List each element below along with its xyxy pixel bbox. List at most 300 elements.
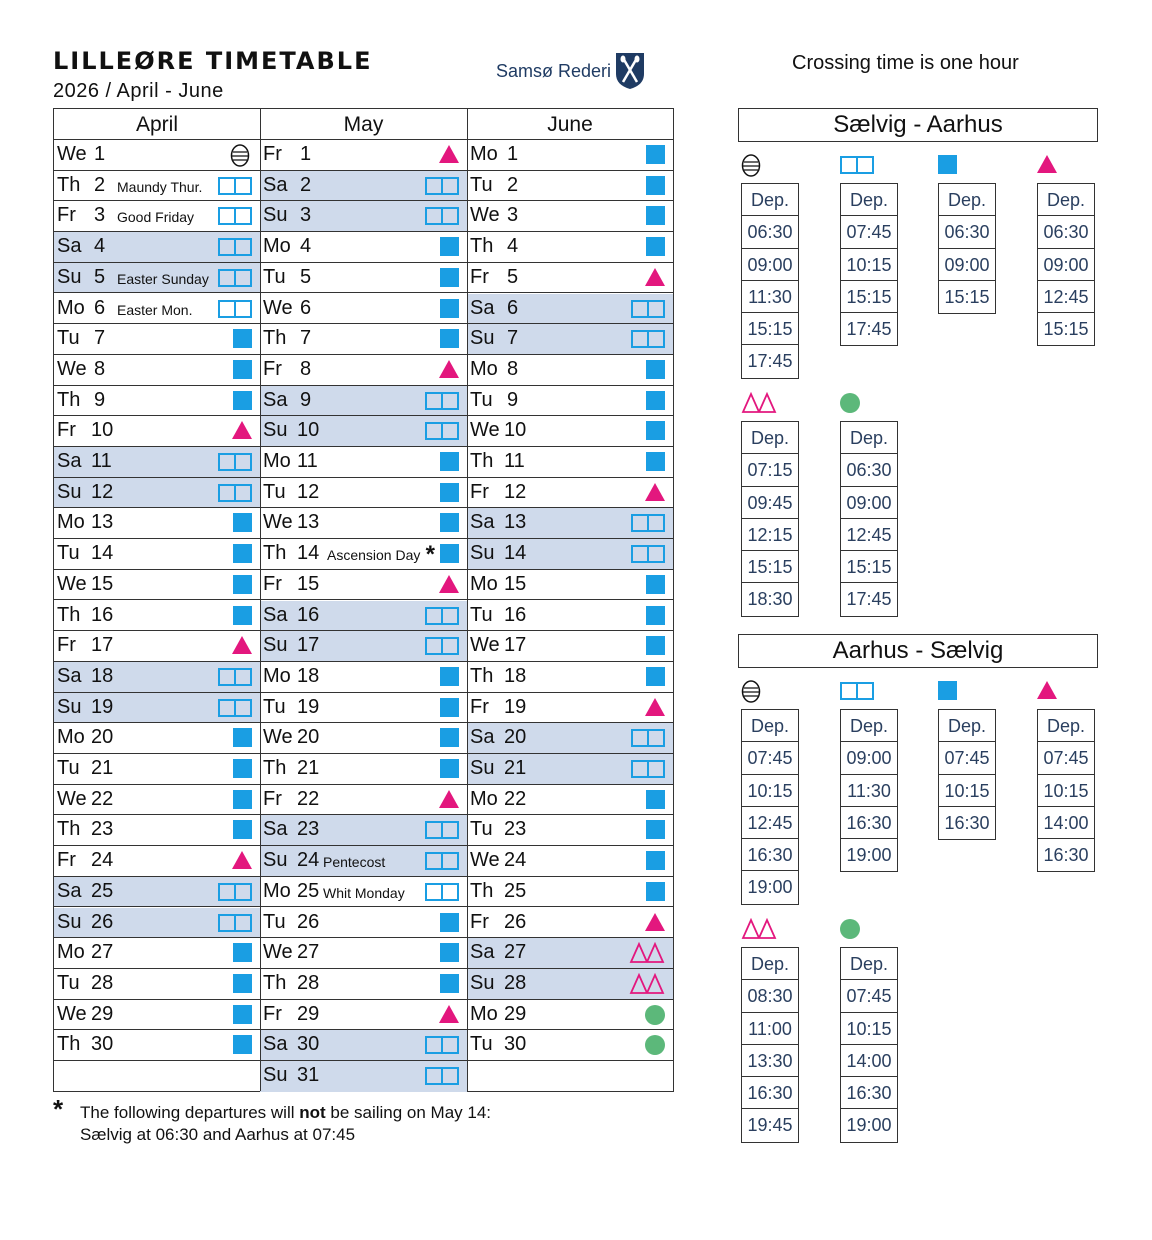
schedule-symbol — [425, 666, 459, 688]
calendar-day-row — [54, 416, 260, 447]
double-square-icon — [218, 269, 252, 287]
weekday: Su — [57, 695, 82, 718]
departure-time: 19:00 — [846, 1115, 892, 1136]
calendar-day-row — [54, 1030, 260, 1061]
blue-square-icon — [646, 575, 665, 594]
weekday: Sa — [57, 235, 82, 258]
departure-header: Dep. — [742, 948, 798, 980]
day-number: 10 — [91, 419, 114, 442]
weekday: Th — [263, 971, 287, 994]
day-number: 21 — [504, 757, 527, 779]
weekday: Tu — [263, 695, 286, 718]
departure-time: 10:15 — [841, 249, 897, 281]
footnote-text-pre: The following departures will — [80, 1103, 300, 1122]
calendar-day-row — [54, 877, 260, 908]
weekday: Fr — [263, 143, 282, 165]
day-number: 16 — [504, 603, 527, 626]
calendar-day-row — [467, 263, 673, 294]
weekday: Mo — [57, 296, 85, 319]
day-number: 11 — [91, 450, 112, 472]
departure-header: Dep. — [841, 422, 897, 454]
column-divider — [467, 109, 468, 1091]
weekday: We — [57, 1002, 87, 1025]
departure-time: 09:45 — [742, 487, 798, 519]
blue-square-icon — [646, 206, 665, 225]
calendar-day-row — [54, 908, 260, 939]
weekday: Sa — [57, 450, 82, 472]
day-number: 25 — [504, 879, 527, 902]
crossing-time-note: Crossing time is one hour — [792, 52, 1019, 74]
schedule-symbol — [218, 1034, 252, 1056]
calendar-day-row — [260, 723, 467, 754]
weekday: Th — [57, 1033, 81, 1056]
calendar-day-row — [260, 294, 467, 325]
schedule-symbol — [425, 1034, 459, 1056]
blue-square-icon — [440, 452, 459, 471]
day-number: 26 — [504, 910, 527, 933]
day-number: 12 — [91, 480, 114, 503]
double-square-icon — [425, 1036, 459, 1054]
day-number: 9 — [94, 388, 106, 411]
weekday: Fr — [263, 1002, 282, 1025]
schedule-symbol — [631, 451, 665, 473]
weekday: Fr — [57, 634, 76, 657]
departure-header: Dep. — [742, 184, 798, 216]
schedule-symbol — [631, 512, 665, 534]
schedule-symbol — [631, 420, 665, 442]
double-square-icon — [218, 207, 252, 225]
departure-time: 16:30 — [742, 839, 798, 871]
departure-group-symbol — [1037, 154, 1073, 176]
departure-header: Dep. — [742, 422, 798, 454]
weekday: Fr — [263, 357, 282, 380]
calendar-day-row — [54, 171, 260, 202]
departure-list — [938, 709, 996, 840]
departure-time: 19:00 — [747, 877, 793, 898]
blue-square-icon — [440, 913, 459, 932]
schedule-symbol — [425, 482, 459, 504]
calendar-day-row — [54, 570, 260, 601]
day-number: 7 — [94, 327, 106, 350]
pink-triangle-icon — [645, 698, 665, 716]
blue-square-icon — [233, 974, 252, 993]
weekday: Fr — [470, 265, 489, 288]
schedule-symbol — [631, 635, 665, 657]
weekday: Mo — [470, 357, 498, 380]
departure-group-symbol — [938, 154, 974, 176]
blue-square-icon — [233, 360, 252, 379]
schedule-symbol — [631, 942, 665, 964]
schedule-symbol — [425, 1065, 459, 1087]
day-number: 13 — [504, 511, 527, 534]
holiday-label: Pentecost — [323, 854, 386, 871]
blue-square-icon — [440, 759, 459, 778]
departure-group-symbol — [840, 392, 876, 414]
schedule-symbol — [218, 666, 252, 688]
weekday: Sa — [470, 296, 495, 319]
departure-time: 10:15 — [841, 1013, 897, 1045]
day-number: 18 — [297, 664, 320, 687]
weekday: We — [263, 941, 293, 964]
double-triangle-icon — [629, 942, 665, 969]
schedule-symbol — [218, 543, 252, 565]
day-number: 23 — [297, 818, 320, 841]
schedule-symbol — [425, 451, 459, 473]
calendar-day-row — [260, 478, 467, 509]
calendar-day-row — [54, 232, 260, 263]
day-number: 12 — [504, 480, 527, 503]
calendar-day-row — [54, 386, 260, 417]
day-number: 7 — [507, 327, 519, 350]
departure-list — [840, 183, 898, 346]
page-subtitle: 2026 / April - June — [53, 80, 224, 102]
schedule-symbol — [425, 144, 459, 166]
weekday: Th — [57, 388, 81, 411]
blue-square-icon — [646, 851, 665, 870]
blue-square-icon — [646, 391, 665, 410]
blue-square-icon — [233, 820, 252, 839]
calendar-day-row — [260, 324, 467, 355]
double-square-icon — [425, 207, 459, 225]
schedule-symbol — [425, 574, 459, 596]
calendar-day-row — [467, 1000, 673, 1031]
day-number: 28 — [504, 971, 527, 994]
pink-triangle-icon — [232, 851, 252, 869]
weekday: Fr — [263, 572, 282, 595]
departure-time: 07:15 — [742, 454, 798, 486]
calendar-day-row — [467, 1061, 673, 1092]
departure-time: 07:45 — [939, 742, 995, 774]
blue-square-icon — [440, 728, 459, 747]
departure-time: 09:00 — [939, 249, 995, 281]
day-number: 3 — [94, 204, 106, 227]
calendar-day-row — [467, 723, 673, 754]
calendar-day-row — [467, 938, 673, 969]
day-number: 30 — [297, 1033, 320, 1056]
weekday: Tu — [263, 480, 286, 503]
day-number: 3 — [507, 204, 519, 227]
calendar-day-row — [467, 294, 673, 325]
calendar-day-row — [54, 355, 260, 386]
day-number: 5 — [507, 265, 519, 288]
day-number: 9 — [300, 388, 312, 411]
pink-triangle-icon — [232, 636, 252, 654]
departure-header: Dep. — [939, 710, 995, 742]
weekday: Fr — [57, 419, 76, 442]
weekday: Tu — [57, 327, 80, 350]
weekday: Mo — [470, 787, 498, 810]
schedule-symbol — [425, 298, 459, 320]
departure-group-symbol — [938, 680, 974, 702]
day-number: 26 — [91, 910, 114, 933]
departure-time: 15:15 — [1043, 319, 1089, 340]
weekday: Sa — [57, 664, 82, 687]
schedule-symbol — [425, 912, 459, 934]
schedule-symbol — [218, 390, 252, 412]
day-number: 24 — [297, 849, 320, 872]
weekday: Su — [57, 265, 82, 288]
day-number: 27 — [297, 941, 320, 964]
schedule-symbol — [631, 819, 665, 841]
schedule-symbol — [631, 1034, 665, 1056]
schedule-symbol — [631, 666, 665, 688]
schedule-symbol — [631, 236, 665, 258]
calendar-day-row — [54, 723, 260, 754]
weekday: Tu — [470, 173, 493, 196]
calendar-day-row — [54, 263, 260, 294]
departure-time: 06:30 — [742, 216, 798, 248]
double-square-icon — [840, 682, 874, 700]
double-square-icon — [218, 238, 252, 256]
departure-time: 15:15 — [944, 286, 990, 307]
weekday: We — [57, 143, 87, 165]
schedule-symbol — [218, 973, 252, 995]
holiday-label: Easter Sunday — [117, 270, 209, 287]
calendar-day-row — [467, 478, 673, 509]
day-number: 22 — [504, 787, 527, 810]
schedule-symbol — [218, 236, 252, 258]
schedule-symbol — [631, 973, 665, 995]
blue-square-icon — [646, 667, 665, 686]
day-number: 21 — [91, 757, 114, 779]
calendar-day-row — [54, 815, 260, 846]
weekday: Mo — [57, 726, 85, 749]
calendar-day-row — [467, 908, 673, 939]
schedule-symbol — [218, 328, 252, 350]
weekday: Fr — [470, 910, 489, 933]
day-number: 30 — [91, 1033, 114, 1056]
departure-time: 12:45 — [1038, 281, 1094, 313]
calendar-day-row — [260, 140, 467, 171]
day-number: 18 — [91, 664, 114, 687]
schedule-symbol — [425, 205, 459, 227]
day-number: 20 — [91, 726, 114, 749]
calendar-grid — [53, 108, 674, 1092]
departure-time: 07:45 — [841, 980, 897, 1012]
calendar-day-row — [260, 601, 467, 632]
weekday: Th — [263, 327, 287, 350]
day-number: 11 — [297, 450, 318, 472]
weekday: Su — [263, 204, 288, 227]
departure-list — [741, 421, 799, 617]
double-square-icon — [218, 177, 252, 195]
calendar-day-row — [467, 570, 673, 601]
day-number: 27 — [91, 941, 114, 964]
departure-time: 06:30 — [1038, 216, 1094, 248]
schedule-symbol — [631, 390, 665, 412]
blue-square-icon — [646, 452, 665, 471]
calendar-day-row — [467, 846, 673, 877]
calendar-day-row — [260, 693, 467, 724]
calendar-day-row — [467, 324, 673, 355]
day-number: 24 — [91, 849, 114, 872]
schedule-symbol — [425, 267, 459, 289]
schedule-symbol — [425, 758, 459, 780]
weekday: Tu — [470, 603, 493, 626]
departure-list — [840, 947, 898, 1143]
day-number: 4 — [300, 235, 312, 258]
day-number: 1 — [300, 143, 312, 165]
blue-square-icon — [646, 606, 665, 625]
blue-square-icon — [646, 820, 665, 839]
departure-time: 07:45 — [1038, 742, 1094, 774]
easter-egg-icon — [230, 143, 250, 172]
departure-time: 14:00 — [1038, 807, 1094, 839]
day-number: 23 — [504, 818, 527, 841]
departure-group-symbol — [840, 918, 876, 940]
departure-time: 08:30 — [742, 980, 798, 1012]
weekday: We — [470, 849, 500, 872]
asterisk-icon: * — [425, 541, 435, 569]
departure-list — [1037, 709, 1095, 872]
schedule-symbol — [425, 697, 459, 719]
day-number: 5 — [94, 265, 106, 288]
weekday: Fr — [470, 480, 489, 503]
schedule-symbol — [425, 973, 459, 995]
calendar-day-row — [54, 201, 260, 232]
blue-square-icon — [233, 606, 252, 625]
weekday: Sa — [57, 879, 82, 902]
schedule-symbol — [631, 205, 665, 227]
day-number: 5 — [300, 265, 312, 288]
blue-square-icon — [233, 759, 252, 778]
departure-header: Dep. — [841, 184, 897, 216]
weekday: Th — [263, 757, 287, 779]
schedule-symbol — [218, 697, 252, 719]
calendar-day-row — [260, 447, 467, 478]
blue-square-icon — [440, 299, 459, 318]
blue-square-icon — [938, 681, 957, 700]
blue-square-icon — [646, 237, 665, 256]
schedule-symbol — [425, 881, 459, 903]
month-column — [467, 109, 673, 1091]
schedule-symbol — [631, 267, 665, 289]
departure-list — [741, 947, 799, 1143]
weekday: We — [470, 204, 500, 227]
double-square-icon — [425, 392, 459, 410]
schedule-symbol — [425, 727, 459, 749]
departure-time: 11:30 — [742, 281, 798, 313]
page-title: LILLEØRE TIMETABLE — [53, 47, 373, 75]
schedule-symbol — [425, 512, 459, 534]
day-number: 4 — [507, 235, 519, 258]
day-number: 15 — [297, 572, 320, 595]
calendar-day-row — [467, 171, 673, 202]
double-square-icon — [425, 607, 459, 625]
blue-square-icon — [440, 483, 459, 502]
schedule-symbol — [218, 482, 252, 504]
holiday-label: Good Friday — [117, 209, 195, 226]
day-number: 28 — [297, 971, 320, 994]
calendar-day-row — [467, 785, 673, 816]
double-square-icon — [425, 637, 459, 655]
calendar-day-row — [260, 969, 467, 1000]
double-square-icon — [218, 883, 252, 901]
blue-square-icon — [440, 544, 459, 563]
weekday: Sa — [263, 818, 288, 841]
day-number: 29 — [91, 1002, 114, 1025]
schedule-symbol — [218, 912, 252, 934]
calendar-day-row — [260, 1061, 467, 1092]
calendar-day-row — [467, 232, 673, 263]
schedule-symbol — [425, 789, 459, 811]
departure-time: 11:00 — [742, 1013, 798, 1045]
schedule-symbol — [425, 942, 459, 964]
weekday: Su — [57, 910, 82, 933]
day-number: 1 — [94, 143, 106, 165]
calendar-day-row — [54, 508, 260, 539]
calendar-day-row — [467, 631, 673, 662]
double-square-icon — [631, 300, 665, 318]
departure-time: 16:30 — [841, 807, 897, 839]
pink-triangle-icon — [645, 483, 665, 501]
calendar-day-row — [260, 263, 467, 294]
day-number: 12 — [297, 480, 320, 503]
departure-list — [1037, 183, 1095, 346]
departure-group-symbol — [741, 918, 777, 940]
departure-group-symbol — [741, 154, 777, 176]
departure-list — [938, 183, 996, 314]
day-number: 15 — [91, 572, 114, 595]
departure-time: 10:15 — [1038, 775, 1094, 807]
day-number: 2 — [300, 173, 312, 196]
holiday-label: Maundy Thur. — [117, 178, 203, 195]
calendar-day-row — [260, 171, 467, 202]
weekday: Fr — [470, 695, 489, 718]
schedule-symbol — [631, 574, 665, 596]
double-square-icon — [425, 883, 459, 901]
day-number: 18 — [504, 664, 527, 687]
departure-time: 10:15 — [742, 775, 798, 807]
holiday-label: Ascension Day — [327, 547, 421, 564]
day-number: 21 — [297, 757, 320, 779]
calendar-day-row — [260, 539, 467, 570]
calendar-day-row — [260, 232, 467, 263]
pink-triangle-icon — [1037, 155, 1057, 173]
departure-time: 12:45 — [841, 519, 897, 551]
weekday: Mo — [263, 450, 291, 472]
schedule-symbol — [631, 912, 665, 934]
schedule-symbol — [631, 758, 665, 780]
calendar-day-row — [467, 508, 673, 539]
schedule-symbol — [218, 942, 252, 964]
double-square-icon — [218, 484, 252, 502]
departure-time: 13:30 — [742, 1045, 798, 1077]
departure-header: Dep. — [1038, 184, 1094, 216]
day-number: 31 — [297, 1064, 320, 1086]
green-circle-icon — [840, 919, 860, 939]
departure-header: Dep. — [841, 948, 897, 980]
departure-time: 09:00 — [841, 742, 897, 774]
calendar-day-row — [467, 386, 673, 417]
weekday: Su — [470, 327, 495, 350]
day-number: 17 — [91, 634, 114, 657]
departure-time: 15:15 — [841, 281, 897, 313]
weekday: Tu — [57, 971, 80, 994]
blue-square-icon — [233, 728, 252, 747]
schedule-symbol — [425, 819, 459, 841]
double-square-icon — [631, 514, 665, 532]
weekday: Su — [263, 1064, 288, 1086]
calendar-day-row — [54, 846, 260, 877]
departure-time: 16:30 — [1043, 845, 1089, 866]
blue-square-icon — [233, 790, 252, 809]
easter-egg-icon — [741, 679, 761, 708]
calendar-day-row — [54, 785, 260, 816]
calendar-day-row — [54, 294, 260, 325]
calendar-day-row — [54, 1000, 260, 1031]
weekday: Fr — [57, 204, 76, 227]
